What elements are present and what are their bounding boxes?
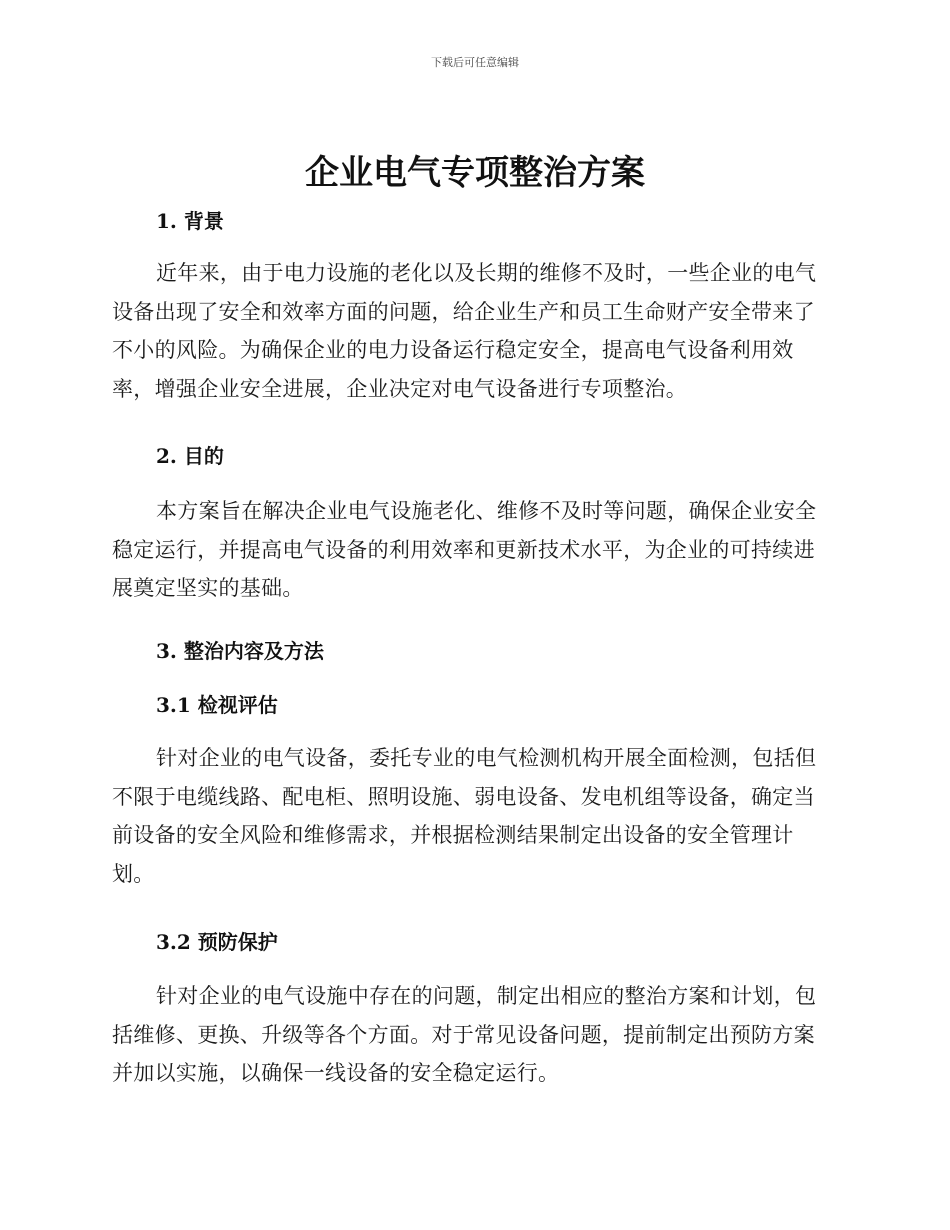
section-heading-content-methods: 3. 整治内容及方法 <box>156 639 324 663</box>
section-heading-background: 1. 背景 <box>156 209 224 233</box>
section-paragraph-prevention: 针对企业的电气设施中存在的问题，制定出相应的整治方案和计划，包括维修、更换、升级等各个方面。对于常见设备问题，提前制定出预防方案并加以实施，以确保一线设备的安全稳定运行。 <box>112 984 817 1085</box>
section-paragraph-purpose: 本方案旨在解决企业电气设施老化、维修不及时等问题，确保企业安全稳定运行，并提高电气设备的利用效率和更新技术水平，为企业的可持续进展奠定坚实的基础。 <box>112 499 817 600</box>
section-heading-inspection: 3.1 检视评估 <box>156 693 278 717</box>
section-paragraph-background: 近年来，由于电力设施的老化以及长期的维修不及时，一些企业的电气设备出现了安全和效率方面的问题，给企业生产和员工生命财产安全带来了不小的风险。为确保企业的电力设备运行稳定安全，提高电气设备利用效率，增强企业安全进展，企业决定对电气设备进行专项整治。 <box>112 261 817 401</box>
section-heading-prevention: 3.2 预防保护 <box>156 930 278 954</box>
document-title: 企业电气专项整治方案 <box>305 153 645 193</box>
header-note: 下载后可任意编辑 <box>431 56 519 69</box>
section-paragraph-inspection: 针对企业的电气设备，委托专业的电气检测机构开展全面检测，包括但不限于电缆线路、配电柜、照明设施、弱电设备、发电机组等设备，确定当前设备的安全风险和维修需求，并根据检测结果制定出设备的安全管理计划。 <box>112 746 817 886</box>
section-heading-purpose: 2. 目的 <box>156 444 224 468</box>
